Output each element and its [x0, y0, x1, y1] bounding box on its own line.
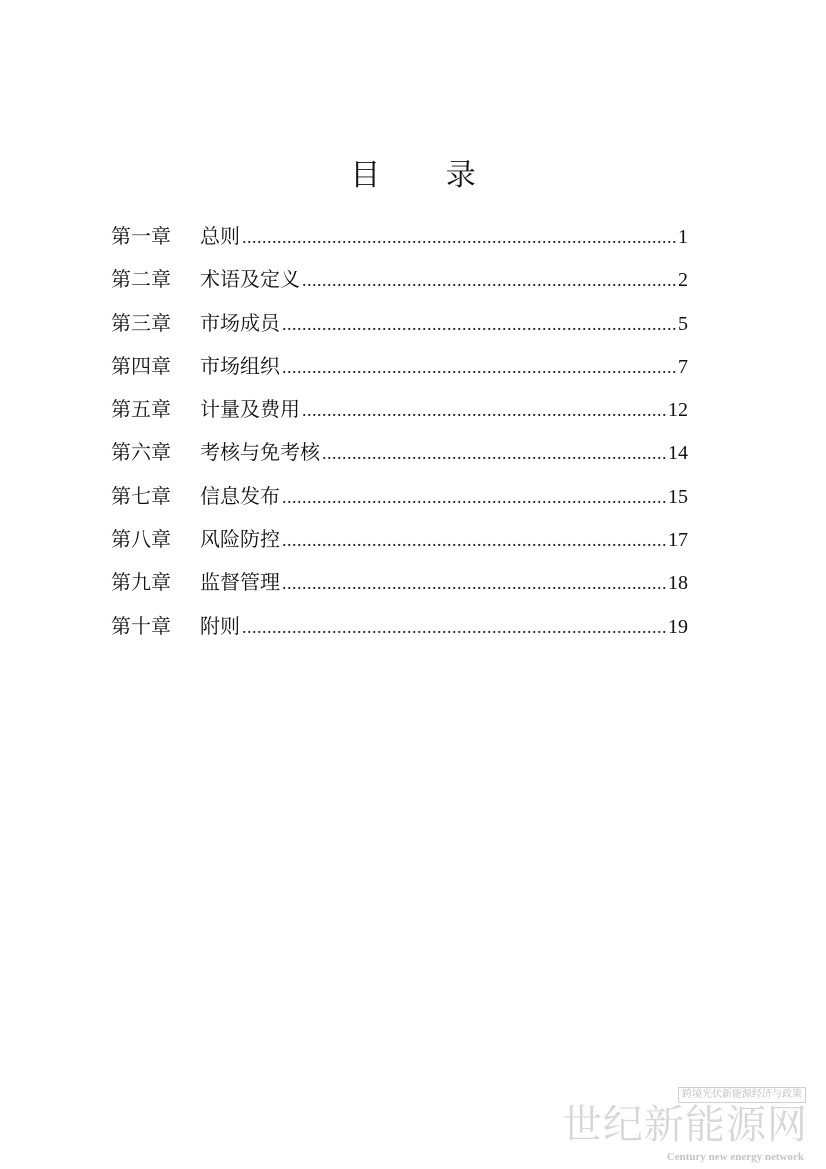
- table-of-contents: [111, 222, 688, 655]
- toc-chapter-number: 第五章: [111, 397, 171, 422]
- toc-entry-chapter-9[interactable]: [111, 568, 688, 611]
- toc-chapter-number: 第七章: [111, 483, 171, 508]
- toc-dot-leader: [282, 569, 667, 597]
- toc-chapter-title: 考核与免考核: [200, 440, 320, 465]
- toc-dot-leader: [302, 396, 667, 424]
- watermark-logo: 世纪新能源网: [562, 1102, 808, 1148]
- toc-dot-leader: [242, 613, 667, 641]
- toc-entry-chapter-1[interactable]: [111, 222, 688, 265]
- toc-chapter-number: 第八章: [111, 527, 171, 552]
- toc-entry-chapter-4[interactable]: [111, 352, 688, 395]
- toc-page-number: 1: [678, 226, 688, 248]
- toc-page-number: 19: [668, 615, 688, 638]
- toc-page-number: 12: [668, 399, 688, 422]
- toc-chapter-title: 总则: [200, 224, 240, 248]
- toc-dot-leader: [282, 353, 677, 381]
- toc-chapter-title: 计量及费用: [200, 397, 300, 422]
- toc-chapter-title: 市场组织: [200, 353, 280, 378]
- toc-chapter-title: 术语及定义: [200, 267, 300, 292]
- toc-dot-leader: [282, 310, 677, 338]
- toc-chapter-title: 风险防控: [200, 527, 280, 552]
- toc-page-number: 14: [668, 442, 688, 465]
- watermark-english: Century new energy network: [666, 1151, 804, 1163]
- toc-dot-leader: [282, 526, 667, 554]
- toc-chapter-number: 第四章: [111, 353, 171, 378]
- toc-chapter-title: 附则: [200, 613, 240, 638]
- toc-dot-leader: [322, 439, 667, 467]
- toc-chapter-title: 信息发布: [200, 483, 280, 508]
- toc-chapter-number: 第九章: [111, 570, 171, 595]
- toc-entry-chapter-8[interactable]: [111, 525, 688, 568]
- site-watermark: [562, 1087, 812, 1163]
- toc-page-number: 18: [668, 572, 688, 595]
- toc-entry-chapter-7[interactable]: [111, 482, 688, 525]
- toc-chapter-number: 第十章: [111, 613, 171, 638]
- toc-chapter-number: 第六章: [111, 440, 171, 465]
- page-title: 目 录: [350, 158, 504, 193]
- toc-entry-chapter-6[interactable]: [111, 438, 688, 481]
- toc-dot-leader: [302, 266, 677, 294]
- toc-entry-chapter-2[interactable]: [111, 265, 688, 308]
- toc-chapter-number: 第二章: [111, 267, 171, 292]
- toc-page-number: 15: [668, 485, 688, 508]
- toc-dot-leader: [282, 483, 667, 511]
- toc-dot-leader: [242, 223, 677, 251]
- toc-chapter-number: 第三章: [111, 310, 171, 335]
- toc-entry-chapter-3[interactable]: [111, 309, 688, 352]
- toc-page-number: 7: [678, 355, 688, 378]
- toc-entry-chapter-5[interactable]: [111, 395, 688, 438]
- toc-chapter-number: 第一章: [111, 224, 171, 248]
- toc-page-number: 17: [668, 529, 688, 552]
- toc-chapter-title: 监督管理: [200, 570, 280, 595]
- toc-page-number: 2: [678, 269, 688, 292]
- watermark-tagline: 跨境光伏新能源经济与政策: [678, 1087, 806, 1103]
- toc-page-number: 5: [678, 312, 688, 335]
- toc-chapter-title: 市场成员: [200, 310, 280, 335]
- toc-entry-chapter-10[interactable]: [111, 612, 688, 655]
